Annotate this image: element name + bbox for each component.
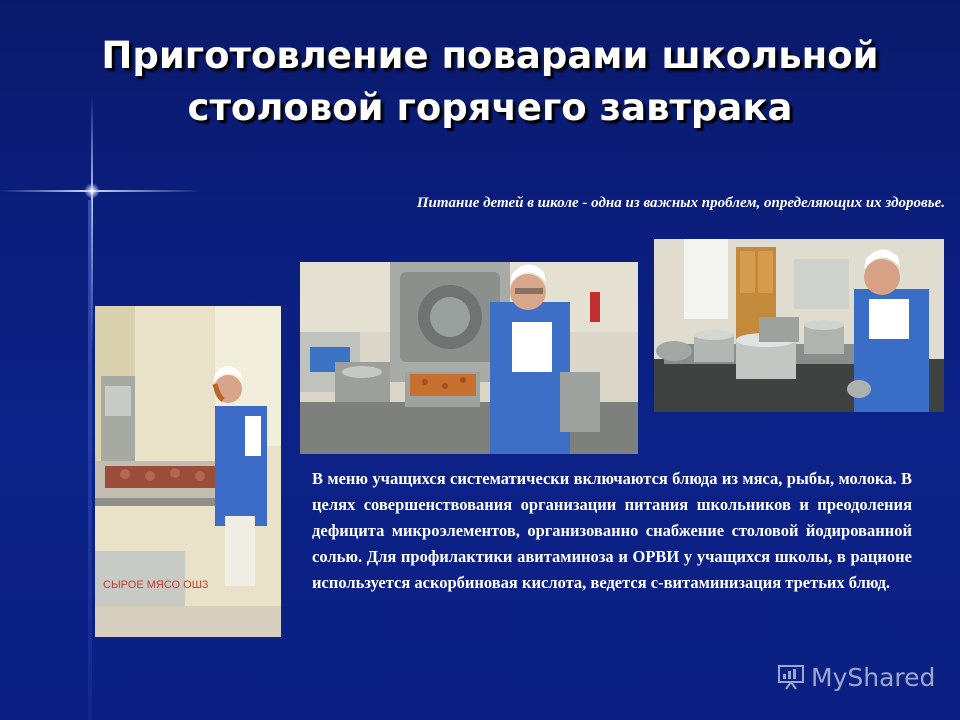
watermark-text: MyShared [811, 662, 936, 692]
presentation-board-icon [777, 664, 805, 690]
photo-cook-holding-tray-at-oven [300, 262, 638, 454]
photo-cook-preparing-minced-meat [95, 306, 281, 637]
pot-label: СЫРОЕ МЯСО ОШЗ [103, 579, 209, 591]
decorative-star-icon [84, 183, 100, 199]
decorative-flare-horizontal [0, 190, 200, 192]
slide-body-text: В меню учащихся систематически включаются блюда из мяса, рыбы, молока. В целях совершенствования организации питания школьников и преодоления дефицита микроэлементов, организованно снабжение столовой йодированной солью. Для профилактики авитаминоза и ОРВИ у учащихся школы, в рационе используется аскорбиновая кислота, ведется с-витаминизация третьих блюд. [312, 469, 912, 592]
decorative-edge-strip [88, 200, 92, 720]
photo-cook-at-stove-with-pots [654, 239, 944, 412]
watermark [777, 660, 947, 694]
slide-title: Приготовление поварами школьной столовой горячего завтрака [101, 34, 879, 129]
slide-subtitle: Питание детей в школе - одна из важных проблем, определяющих их здоровье. [416, 195, 945, 211]
